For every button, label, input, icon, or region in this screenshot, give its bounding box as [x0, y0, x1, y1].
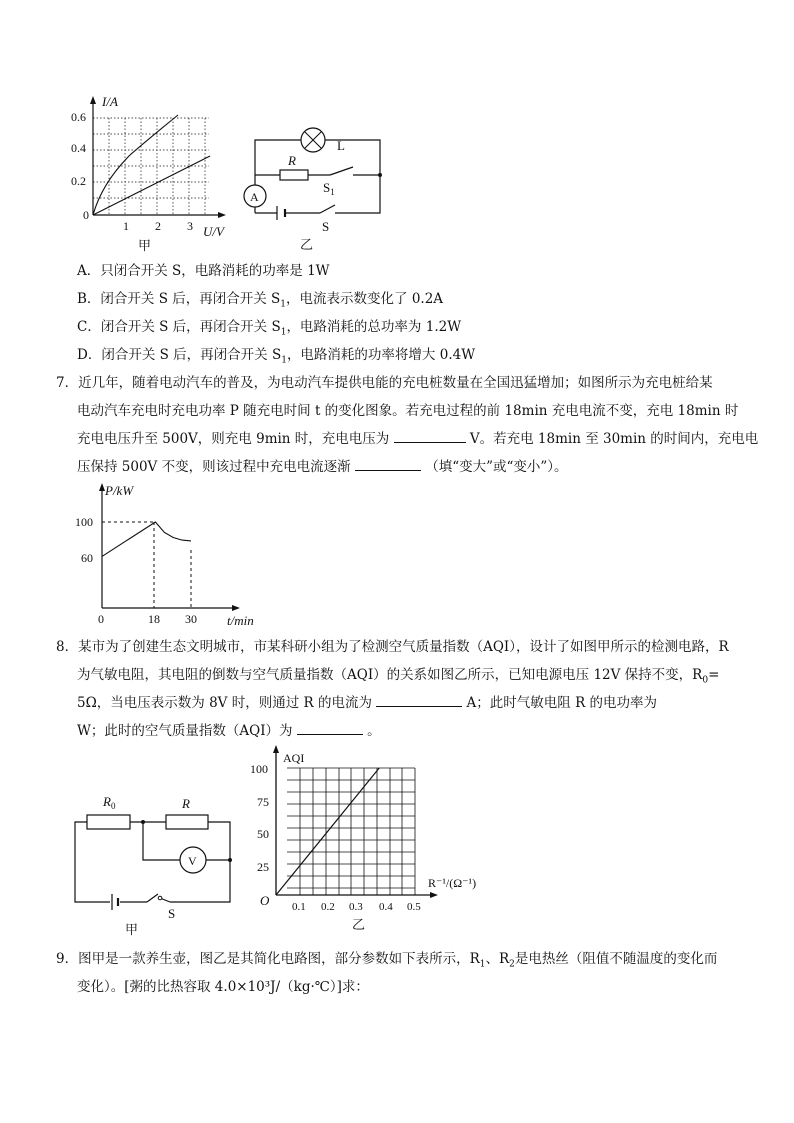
q7-y-label: P/kW: [105, 483, 134, 498]
q6-option-d: D．闭合开关 S 后，再闭合开关 $S_1$，电路消耗的功率将增大 0.4W: [77, 347, 476, 366]
q8-aqi-ytick-50: 50: [257, 827, 269, 841]
q6-iu-x-label: U/V: [203, 224, 224, 239]
q7-x-label: t/min: [227, 613, 254, 628]
q8-line-4: W；此时的空气质量指数（AQI）为 。: [77, 717, 381, 745]
q8-aqi-caption: 乙: [352, 918, 366, 933]
q6-iu-grid: [93, 118, 209, 215]
q6-iu-ytick-2: 0.2: [71, 174, 86, 188]
q8-aqi-xtick-3: 0.4: [379, 901, 393, 913]
q7-ytick-60: 60: [81, 551, 93, 565]
q6-iu-y-label: I/A: [102, 94, 118, 109]
q8-aqi-xtick-4: 0.5: [407, 901, 421, 913]
q6-iu-xtick-2: 3: [187, 219, 193, 233]
q7-line-3: 充电电压升至 500V，则充电 9min 时，充电电压为 V。若充电 18min 至 30min 的时间内，充电电: [77, 425, 758, 453]
q7-power-line: [102, 522, 191, 556]
q7-blank-current[interactable]: [355, 456, 421, 471]
q9-line-2: 变化）。[粥的比热容取 4.0×10³J/（kg·℃）]求：: [77, 979, 369, 995]
q6-iu-curve-2: [93, 156, 210, 215]
q8-aqi-origin: O: [260, 893, 270, 908]
q6-iu-ytick-1: 0.4: [71, 141, 86, 155]
q7-line-2: 电动汽车充电时充电功率 P 随充电时间 t 的变化图象。若充电过程的前 18min 充电电流不变，充电 18min 时: [77, 403, 739, 419]
q6-iu-graph: [70, 90, 240, 255]
q6-iu-xtick-1: 2: [155, 219, 161, 233]
q8-aqi-ytick-100: 100: [250, 762, 268, 776]
q7-xtick-0: 0: [98, 612, 104, 626]
q8-r0-icon: [87, 815, 130, 829]
q8-aqi-xtick-2: 0.3: [349, 901, 363, 913]
q6-switch-s1: [330, 167, 353, 175]
q6-iu-caption: 甲: [138, 239, 152, 254]
q8-r-icon: [166, 815, 208, 829]
q8-line-1: 8．某市为了创建生态文明城市，市某科研小组为了检测空气质量指数（AQI），设计了如图甲所示的检测电路，R: [56, 639, 729, 655]
q7-blank-voltage[interactable]: [394, 428, 466, 443]
q8-line-2: 为气敏电阻，其电阻的倒数与空气质量指数（AQI）的关系如图乙所示，已知电源电压 12V 保持不变，$R_0=$: [77, 667, 720, 686]
q8-aqi-x-arrow: [430, 892, 438, 898]
q9-line-1: 9．图甲是一款养生壶，图乙是其简化电路图，部分参数如下表所示，$R_1$、$R_2$是电热丝（阻值不随温度的变化而: [56, 951, 718, 970]
q6-option-c: C．闭合开关 S 后，再闭合开关 $S_1$，电路消耗的总功率为 1.2W: [77, 319, 462, 338]
q6-iu-y-arrow: [90, 96, 96, 104]
q8-aqi-chart: [250, 740, 500, 940]
q8-aqi-axes: [276, 750, 432, 895]
q8-aqi-grid: [287, 768, 415, 895]
q6-iu-xtick-0: 1: [123, 219, 129, 233]
q7-xtick-30: 30: [185, 612, 197, 626]
q8-line-3: 5Ω，当电压表示数为 8V 时，则通过 R 的电流为 A；此时气敏电阻 R 的电功率为: [77, 689, 657, 717]
q7-ytick-100: 100: [75, 515, 93, 529]
q8-circuit: [65, 790, 245, 940]
q7-line-1: 7．近几年，随着电动汽车的普及，为电动汽车提供电能的充电桩数量在全国迅猛增加；如图所示为充电桩给某: [56, 375, 713, 391]
q8-switch-label: S: [168, 906, 176, 921]
q8-aqi-x-label: R⁻¹/(Ω⁻¹): [428, 876, 477, 890]
q7-xtick-18: 18: [148, 612, 160, 626]
q6-resistor-icon: [280, 170, 308, 180]
q6-switch1-label: $S_1$: [323, 180, 335, 197]
q6-iu-ytick-0: 0.6: [71, 110, 86, 124]
q6-iu-ytick-3: 0: [83, 208, 89, 222]
q8-blank-aqi[interactable]: [297, 720, 363, 735]
q8-aqi-y-arrow: [273, 745, 279, 753]
q8-r-label: R: [182, 796, 190, 811]
q6-circuit: [235, 115, 395, 255]
q6-iu-x-arrow: [218, 212, 226, 218]
q8-aqi-ytick-75: 75: [257, 795, 269, 809]
q6-iu-curve-1: [93, 115, 178, 215]
q6-switch-label: S: [322, 219, 330, 234]
q6-switch-s: [320, 205, 335, 213]
q6-option-b: B．闭合开关 S 后，再闭合开关 $S_1$，电流表示数变化了 0.2A: [77, 291, 444, 310]
q8-wire-left: [75, 822, 110, 902]
q6-ammeter-label: A: [250, 190, 259, 204]
q7-power-chart: [65, 478, 280, 628]
q8-aqi-ytick-25: 25: [257, 860, 269, 874]
q8-aqi-y-label: AQI: [283, 751, 305, 765]
q7-x-arrow: [232, 605, 240, 611]
q8-circuit-caption: 甲: [125, 923, 139, 938]
q7-axes: [102, 488, 235, 608]
q8-voltmeter-label: V: [188, 854, 197, 868]
q6-lamp-label: L: [337, 138, 345, 153]
q8-r0-label: $R_0$: [103, 794, 116, 811]
q6-circuit-caption: 乙: [300, 238, 314, 253]
q8-blank-current[interactable]: [376, 692, 462, 707]
q8-aqi-xtick-0: 0.1: [292, 901, 306, 913]
q8-aqi-xtick-1: 0.2: [321, 901, 335, 913]
q6-option-a: A．只闭合开关 S，电路消耗的功率是 1W: [77, 263, 330, 279]
q7-line-4: 压保持 500V 不变，则该过程中充电电流逐渐 （填“变大”或“变小”）。: [77, 453, 568, 481]
q6-resistor-label: R: [288, 153, 296, 168]
